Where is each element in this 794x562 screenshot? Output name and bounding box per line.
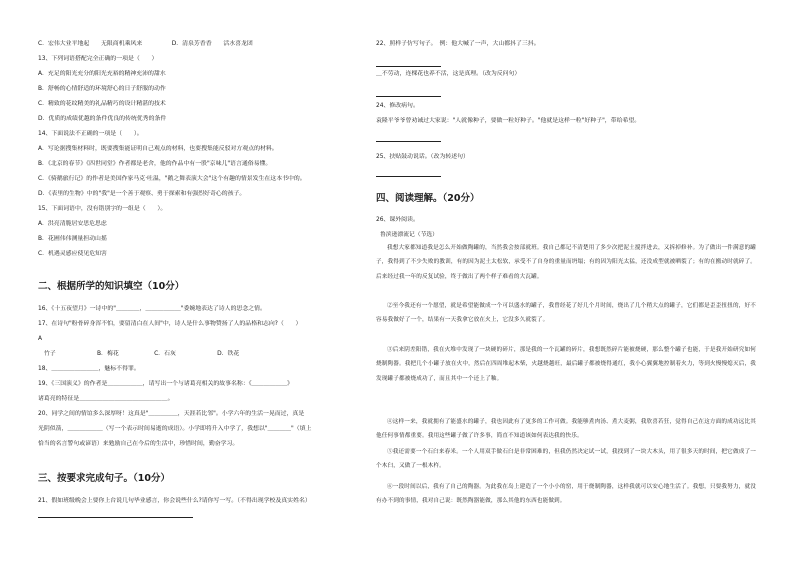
q17-options: 竹子 B．梅花 C．石灰 D．铁花 xyxy=(44,351,240,357)
q14-option-a: A．写论据搜集材料时，既要搜集能证明自己观点的材料，也要搜集能反驳对方观点的材料。 xyxy=(38,146,278,152)
q15-option-b: B．花圃伟伟测量担动山摇 xyxy=(38,236,107,242)
reading-paragraph-4: ④这样一来，我就拥有了能盛水的罐子，我也因此有了更多的工作可做。我能够煮肉汤、煮大麦粥，我欣喜若狂，觉得自己在这方面的成功远比其他任何事情都重要。我用这些罐子做了许多事，简直不知道该如何表达我的快乐。 xyxy=(376,419,756,440)
q19-trait: 诸葛亮的特征是＿＿＿＿＿＿＿＿＿＿＿＿＿＿＿。 xyxy=(38,396,174,402)
q20-line-1: 20、同学之间的情谊多么深厚呀！这真是"＿＿＿＿＿，天涯若比邻"。小学六年的生活一晃而过，真是 xyxy=(38,411,305,417)
q15-option-a: A．洪亮清脆居安思危思虑 xyxy=(38,221,107,227)
q14-option-d: D．《表里的生物》中的"我"是一个善于观察、勇于探索和有强烈好奇心的孩子。 xyxy=(38,191,246,197)
section-3-heading: 三、按要求完成句子。（10分） xyxy=(38,473,170,484)
q13-option-d: D．优质的成绩优越的条件优良的传统优秀的条件 xyxy=(38,116,167,122)
q26: 26、课外阅读。 xyxy=(376,217,419,223)
q24-answer-line xyxy=(376,141,441,142)
q22: 22、照样子仿写句子。 例：他大喊了一声，大山都抖了三抖。 xyxy=(376,41,540,47)
q14-option-c: C．《骑鹅旅行记》的作者是美国作家马克·吐温，"鹅之舞表演大会"这个有趣的情景发生在这本书中的。 xyxy=(38,176,306,182)
section-4-heading: 四、阅读理解。（20分） xyxy=(376,193,480,204)
q20-line-2: 光阴似箭，＿＿＿＿＿＿（写一个表示时间易逝的成语）。小学即将升入中学了，我想以"＿＿＿＿"（填上 xyxy=(38,426,312,432)
q14-option-b: B．《北京的春节》《四世同堂》作者都是老舍，他的作品中有一股"京味儿"语言通俗易懂。 xyxy=(38,161,272,167)
q13-option-c: C．精致的花纹精美的礼品精巧的设计精湛的技术 xyxy=(38,101,166,107)
q20-line-3: 恰当的名言警句或谚语）来勉励自己在今后的生活中，珍惜时间，勤奋学习。 xyxy=(38,441,239,447)
q23-answer-line xyxy=(376,96,441,97)
q24-sentence: 袁隆平爷爷曾劝诫过大家说："人就像种子，要做一粒好种子。"他就是这样一粒"好种子"，带给希望。 xyxy=(376,118,641,124)
q13-stem: 13、下列词语搭配完全正确的一项是（ ） xyxy=(38,56,158,62)
q21: 21、假如班级晚会上要你上台说几句毕业感言，你会说些什么?请你写一写。（不得出现学校及真实姓名） xyxy=(38,498,311,504)
q15-stem: 15、下面词语中，没有错别字的一组是（ ）。 xyxy=(38,206,167,212)
reading-paragraph-6: ⑥一段时间以后，我有了自己的陶器。为此我在岛上建造了一个小小的窑，用于烧制陶器，这样我就可以安心地生活了。我想，只要我努力，就没有办不到的事情，我对自己说：既然陶器能做，那么其他的东西也能做到。 xyxy=(376,484,756,505)
q15-option-c: C．机遇灵感应使见危知害 xyxy=(38,251,107,257)
q18: 18、＿＿＿＿＿＿＿＿，魅标不得罪。 xyxy=(38,366,140,372)
q13-option-a: A．充足的阳光充分的阳光充裕的精神充沛的甜水 xyxy=(38,71,166,77)
section-2-heading: 二、根据所学的知识填空（10分） xyxy=(38,281,185,292)
q21-answer-line xyxy=(38,517,193,518)
q22-answer-line xyxy=(376,66,441,67)
q14-stem: 14、下面说法不正确的一项是（ ）。 xyxy=(38,131,143,137)
q25: 25、扶贴鼓动说话。（改为转述句） xyxy=(376,154,469,160)
reading-paragraph-3: ③后来阴差阳错，我在火堆中发现了一块硬的碎片，那是我的一个瓦罐的碎片，我想既然碎片能被烧硬，那么整个罐子也能，于是我开始研究如何烧制陶器。我把几个小罐子放在火中，然后在四周堆起木柴，火越烧越旺，最后罐子都被烧得通红，我小心翼翼地控制着火力，等到火慢慢熄灭后，我发现罐子都被烧成功了，而且其中一个还上了釉。 xyxy=(376,347,756,382)
reading-paragraph-5: ⑤我还需要一个石臼来舂米。一个人用双手做石臼是非常困难的，但我仍然决定试一试，我找到了一块大木头，用了很多天的时间，把它做成了一个木臼，又做了一根木杵。 xyxy=(376,449,756,470)
q23: ＿不劳动，连棵花也养不活，这是真理。（改为反问句） xyxy=(376,71,521,77)
q24-stem: 24、修改病句。 xyxy=(376,103,419,109)
reading-title: 鲁滨逊漂流记（节选） xyxy=(380,232,438,238)
q12-option-line: C．宏伟大业平地起 无限商机乘风来 D．清泉芳香香 活水喜龙团 xyxy=(38,41,253,47)
reading-paragraph-1: 我想大家都知道我是怎么开始做陶罐的，当然我会按部就班。我自己都记不清楚用了多少次把泥土搅拌进去，又拆掉修补。为了做出一件满意的罐子，我得到了不少失败的教训，有的因为泥土太松软，承受不了自身的重量而坍塌；有的因为阳光太猛，还没成型就被晒裂了；有的在搬动时就碎了。后来经过我一年的反复试验，终于做出了两个样子难看的大瓦罐。 xyxy=(376,245,756,280)
q19: 19、《三国演义》的作者是＿＿＿＿＿＿，请写出一个与诸葛亮相关的故事名称：《＿＿＿＿＿＿》 xyxy=(38,381,293,387)
q13-option-b: B．舒畅的心情舒适的环境舒心的日子舒服的动作 xyxy=(38,86,166,92)
q17-paren: A xyxy=(38,336,43,342)
q17-stem: 17、在诗句"粉骨碎身浑不怕，要留清白在人间"中，诗人是什么事物赞扬了人的品格和志向?（ ） xyxy=(38,321,302,327)
q16: 16、《十五夜望月》一诗中的"＿＿＿＿，＿＿＿＿＿＿"委婉地表达了诗人的思念之情。 xyxy=(38,306,266,312)
q25-answer-line xyxy=(376,176,441,177)
reading-paragraph-2: ②至今我还有一个愿望，就是希望能做成一个可以盛水的罐子，我曾经花了好几个月时间，烧出了几个稍大点的罐子，它们都是歪歪扭扭的，好不容易我做好了一个，结果有一天我拿它放在火上，它没多久就裂了。 xyxy=(376,303,756,324)
